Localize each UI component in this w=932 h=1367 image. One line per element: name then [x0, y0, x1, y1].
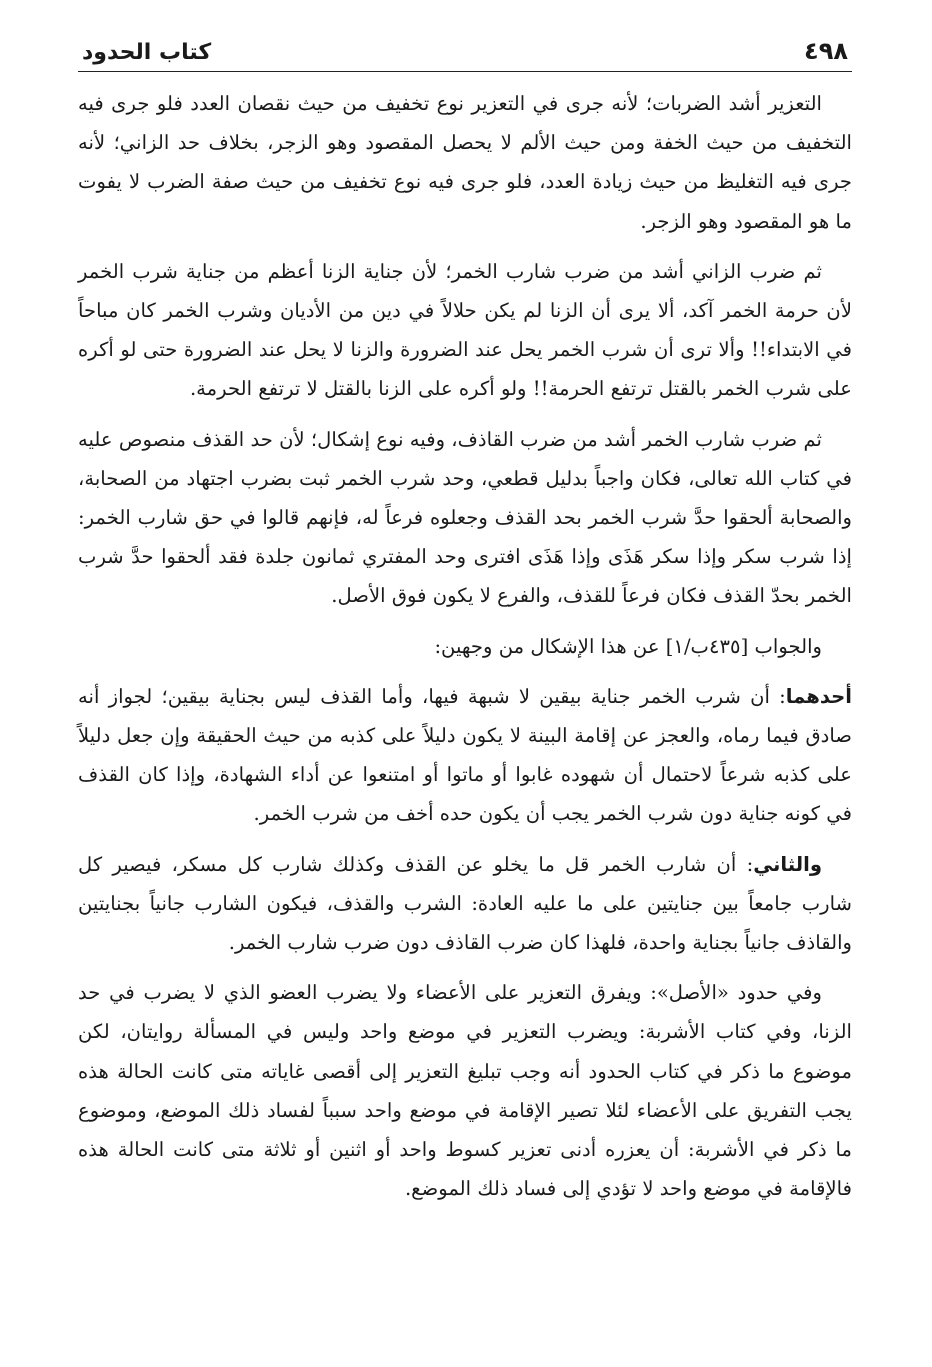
- running-title: كتاب الحدود: [82, 40, 212, 65]
- paragraph-text: ثم ضرب شارب الخمر أشد من ضرب القاذف، وفيه نوع إشكال؛ لأن حد القذف منصوص عليه في كتاب الله تعالى، فكان واجباً بدليل قطعي، وحد شرب الخمر ثبت بضرب اجتهاد من الصحابة، والصحابة ألحقوا حدَّ شرب الخمر بحد القذف وجعلوه فرعاً له، فإنهم قالوا في حق شارب الخمر: إذا شرب سكر وإذا سكر هَذَى وإذا هَذَى افترى وحد المفتري ثمانون جلدة فقد ألحقوا حدَّ شرب الخمر بحدّ القذف فكان فرعاً للقذف، والفرع لا يكون فوق الأصل.: [78, 427, 852, 608]
- paragraph-2: [78, 252, 852, 409]
- paragraph-6: [78, 845, 852, 963]
- paragraph-lead-term: أحدهما: [785, 684, 852, 708]
- page-body: [78, 84, 852, 1208]
- paragraph-1: [78, 84, 852, 241]
- paragraph-text: التعزير أشد الضربات؛ لأنه جرى في التعزير نوع تخفيف من حيث نقصان العدد فلو جرى فيه التخفيف من حيث الخفة ومن حيث الألم لا يحصل المقصود وهو الزجر، بخلاف حد الزاني؛ لأنه جرى فيه التغليظ من حيث زيادة العدد، فلو جرى فيه نوع تخفيف من حيث صفة الضرب لا يفوت ما هو المقصود وهو الزجر.: [78, 92, 852, 233]
- paragraph-text: : أن شرب الخمر جناية بيقين لا شبهة فيها، وأما القذف ليس بجناية بيقين؛ لجواز أنه صادق فيما رماه، والعجز عن إقامة البينة لا يكون دليلاً على كذبه من حيث الحقيقة وإن جعل دليلاً على كذبه شرعاً لاحتمال أن شهوده غابوا أو ماتوا أو امتنعوا عن أداء الشهادة، وإذا كان القذف في كونه جناية دون شرب الخمر يجب أن يكون حده أخف من شرب الخمر.: [78, 684, 852, 826]
- paragraph-7: [78, 973, 852, 1208]
- paragraph-lead-term: والثاني: [753, 852, 822, 876]
- paragraph-text: ثم ضرب الزاني أشد من ضرب شارب الخمر؛ لأن جناية الزنا أعظم من جناية شرب الخمر لأن حرمة الخمر آكد، ألا يرى أن الزنا لم يكن حلالاً في دين من الأديان وشرب الخمر كان مباحاً في الابتداء!! وألا ترى أن شرب الخمر يحل عند الضرورة والزنا لا يحل عند الضرورة حتى لو أكره على شرب الخمر بالقتل ترتفع الحرمة!! ولو أكره على الزنا بالقتل لا ترتفع الحرمة.: [78, 259, 852, 401]
- paragraph-text: : أن شارب الخمر قل ما يخلو عن القذف وكذلك شارب كل مسكر، فيصير كل شارب جامعاً بين جنايتين على ما عليه العادة: الشرب والقذف، فيكون الشارب جانياً بجنايتين والقاذف جانياً بجناية واحدة، فلهذا كان ضرب القاذف دون ضرب شارب الخمر.: [78, 852, 852, 955]
- paragraph-text: والجواب [٤٣٥ب/١] عن هذا الإشكال من وجهين:: [434, 634, 822, 658]
- paragraph-5: [78, 677, 852, 834]
- page-number: ٤٩٨: [804, 37, 848, 65]
- paragraph-4: [78, 627, 852, 666]
- paragraph-text: وفي حدود «الأصل»: ويفرق التعزير على الأعضاء ولا يضرب العضو الذي لا يضرب في حد الزنا، وفي كتاب الأشربة: ويضرب التعزير في موضع واحد وليس في المسألة روايتان، لكن موضوع ما ذكر في كتاب الحدود أنه وجب تبليغ التعزير إلى أقصى غاياته متى كانت الحالة هذه يجب التفريق على الأعضاء لئلا تصير الإقامة في موضع واحد سبباً لفساد ذلك الموضع، وموضوع ما ذكر في الأشربة: أن يعزره أدنى تعزير كسوط واحد أو اثنين أو ثلاثة متى كانت الحالة هذه فالإقامة في موضع واحد لا تؤدي إلى فساد ذلك الموضع.: [78, 981, 852, 1201]
- paragraph-3: [78, 420, 852, 616]
- page-header: [78, 28, 852, 72]
